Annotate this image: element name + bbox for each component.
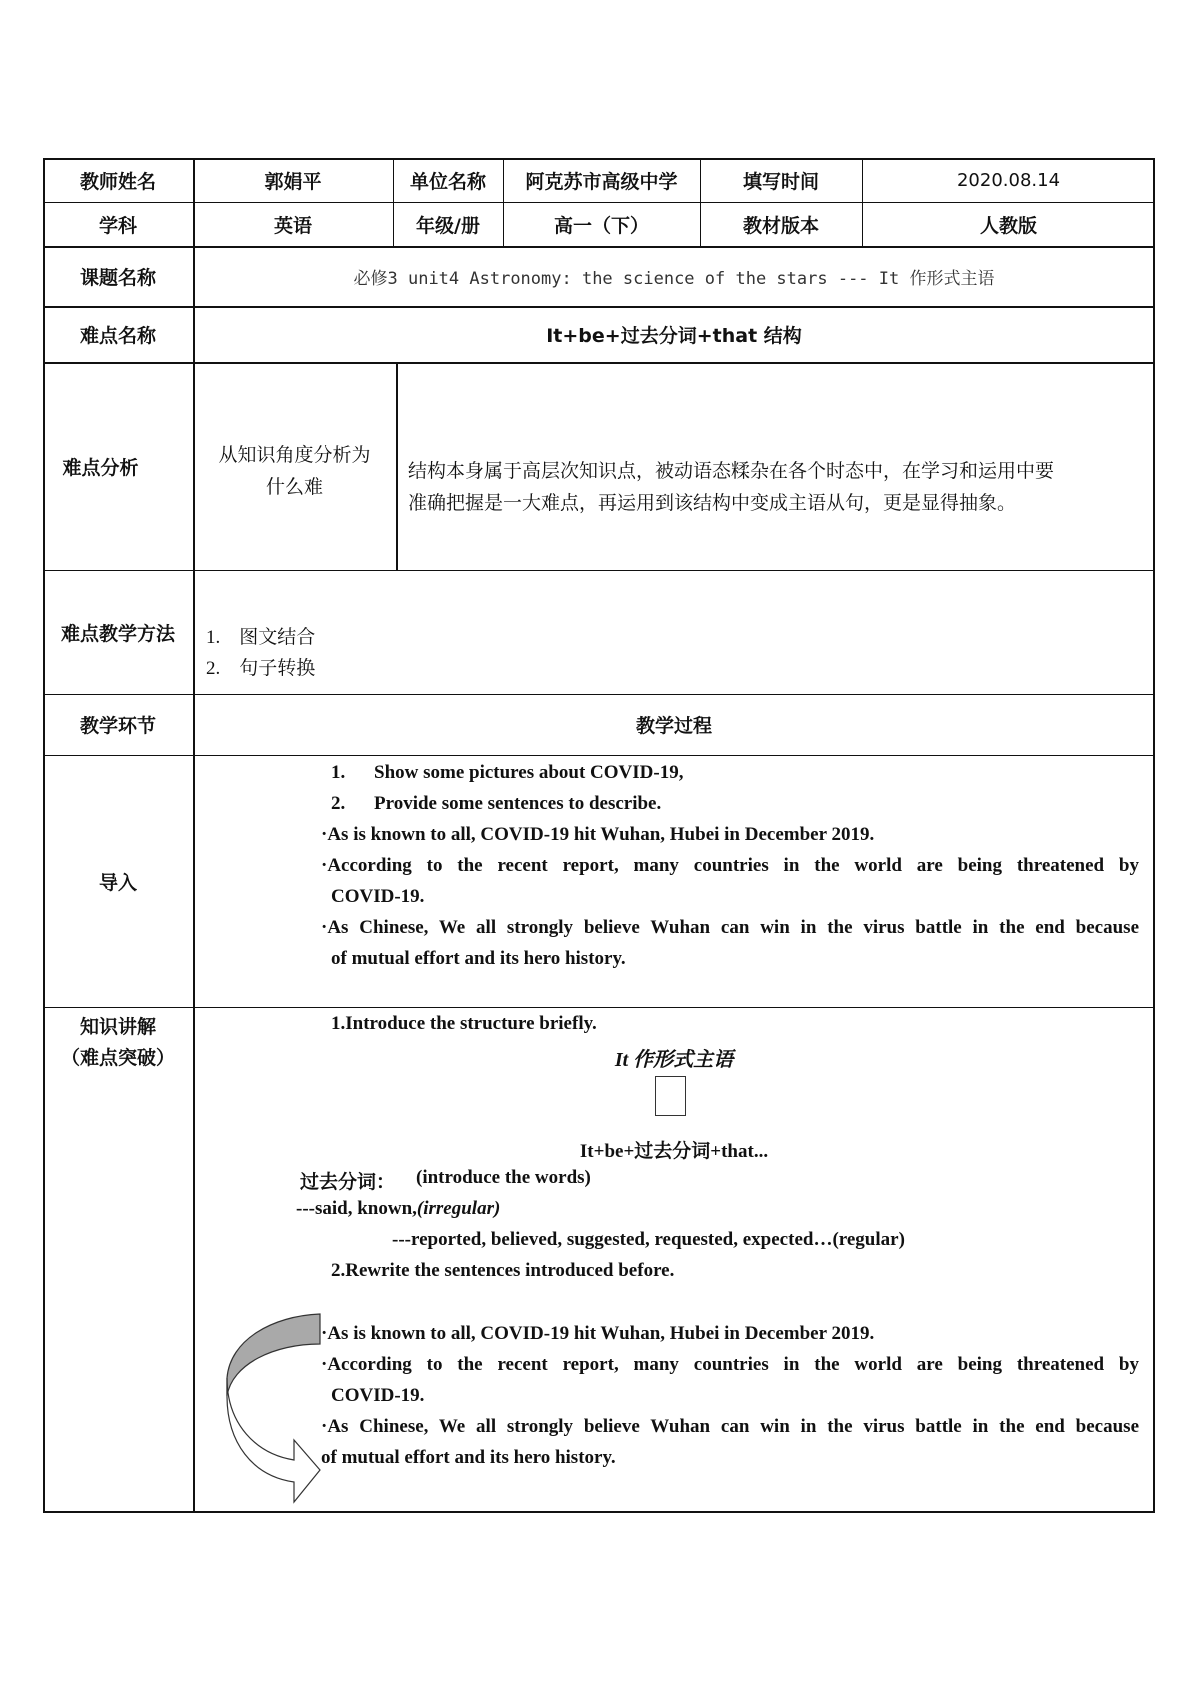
difficulty-label: 难点名称: [79, 324, 156, 347]
intro-sentence: ·According to the recent report, many countries in the world are being threatened by: [321, 855, 1139, 876]
intro-sentence: of mutual effort and its hero history.: [331, 948, 626, 969]
subject-label: 学科: [98, 214, 137, 237]
past-participle-note: (introduce the words): [416, 1167, 591, 1188]
curved-arrow-icon: [222, 1312, 326, 1506]
analysis-sub-label: 从知识角度分析为: [218, 444, 371, 466]
rewrite-sentence: ·As Chinese, We all strongly believe Wuhan can win in the virus battle in the end because: [321, 1416, 1139, 1437]
intro-step-text: Provide some sentences to describe.: [374, 793, 662, 814]
regular-words: ---reported, believed, suggested, requested, expected…(regular): [392, 1229, 905, 1250]
explain-label: 知识讲解: [79, 1016, 156, 1038]
rewrite-sentence: ·As is known to all, COVID-19 hit Wuhan, Hubei in December 2019.: [321, 1323, 875, 1344]
explain-label: （难点突破）: [60, 1047, 175, 1069]
intro-sentence: ·As Chinese, We all strongly believe Wuhan can win in the virus battle in the end because: [321, 917, 1139, 938]
placeholder-box: [655, 1076, 686, 1116]
teacher-name-label: 教师姓名: [79, 170, 156, 193]
column-divider: [396, 362, 398, 570]
grade-value: 高一（下）: [553, 214, 649, 237]
topic-label: 课题名称: [79, 266, 156, 289]
arrow-body: [227, 1378, 320, 1502]
row-divider: [43, 570, 1155, 571]
unit-name-value: 阿克苏市高级中学: [525, 170, 678, 193]
irregular-list: ---said, known,: [296, 1198, 417, 1219]
rewrite-sentence: of mutual effort and its hero history.: [321, 1447, 616, 1468]
grade-label: 年级/册: [416, 214, 480, 237]
difficulty-value: It+be+过去分词+that 结构: [546, 324, 802, 347]
irregular-tag: (irregular): [416, 1198, 501, 1219]
structure-formula: It+be+过去分词+that...: [579, 1141, 769, 1162]
analysis-text: 准确把握是一大难点，再运用到该结构中变成主语从句，更是显得抽象。: [408, 493, 1017, 514]
rewrite-sentence: COVID-19.: [331, 1385, 425, 1406]
unit-name-label: 单位名称: [409, 170, 486, 193]
row-divider: [43, 362, 1155, 364]
fill-date-label: 填写时间: [742, 170, 819, 193]
structure-title: It 作形式主语: [614, 1049, 734, 1071]
row-divider: [43, 1007, 1155, 1008]
explain-step: 2.Rewrite the sentences introduced before.: [331, 1260, 675, 1281]
method-item: 1. 图文结合: [206, 627, 316, 648]
intro-step-number: 1.: [331, 762, 346, 783]
topic-value: 必修3 unit4 Astronomy: the science of the stars --- It 作形式主语: [353, 268, 995, 289]
explain-step: 1.Introduce the structure briefly.: [331, 1013, 597, 1034]
fill-date-value: 2020.08.14: [956, 169, 1061, 191]
intro-step-text: Show some pictures about COVID-19,: [374, 762, 684, 783]
analysis-sub-label: 什么难: [265, 476, 323, 498]
edition-label: 教材版本: [742, 214, 819, 237]
method-label: 难点教学方法: [60, 622, 175, 645]
subject-value: 英语: [273, 214, 312, 237]
process-content-header: 教学过程: [635, 715, 712, 737]
intro-step-number: 2.: [331, 793, 346, 814]
row-divider: [43, 755, 1155, 756]
intro-sentence: ·As is known to all, COVID-19 hit Wuhan, Hubei in December 2019.: [321, 824, 875, 845]
intro-sentence: COVID-19.: [331, 886, 425, 907]
past-participle-label: 过去分词：: [300, 1171, 396, 1193]
irregular-words: [296, 1198, 500, 1220]
teacher-name-value: 郭娟平: [264, 170, 322, 193]
analysis-label: 难点分析: [62, 456, 139, 479]
edition-value: 人教版: [979, 214, 1037, 237]
process-stage-header: 教学环节: [79, 715, 156, 737]
rewrite-sentence: ·According to the recent report, many countries in the world are being threatened by: [321, 1354, 1139, 1375]
intro-label: 导入: [98, 871, 137, 894]
analysis-text: 结构本身属于高层次知识点，被动语态糅杂在各个时态中，在学习和运用中要: [408, 461, 1055, 482]
arrow-shaded-band: [227, 1314, 320, 1396]
method-item: 2. 句子转换: [206, 658, 316, 679]
